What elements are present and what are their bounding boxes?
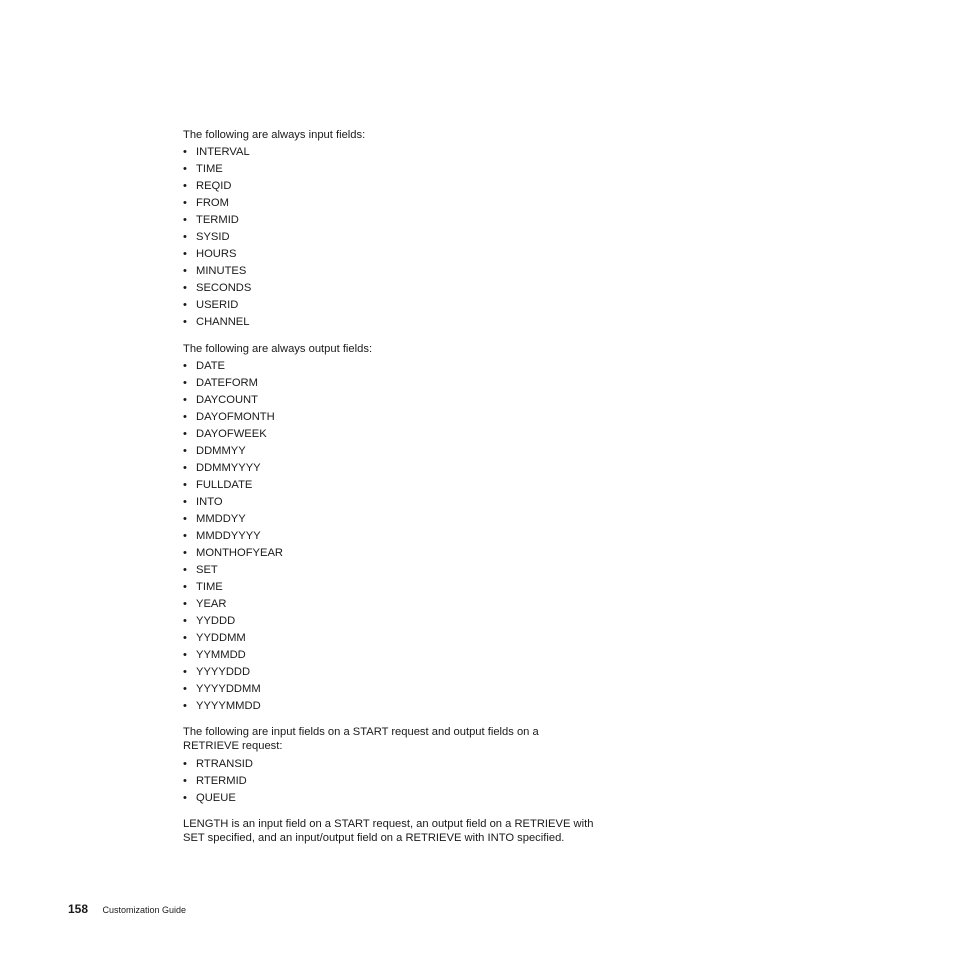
list-item: • YYDDD: [183, 613, 623, 630]
list-item: • DDMMYY: [183, 443, 623, 460]
list-item: • INTO: [183, 494, 623, 511]
bullet-icon: •: [183, 265, 187, 277]
bullet-icon: •: [183, 700, 187, 712]
bullet-icon: •: [183, 299, 187, 311]
start-retrieve-intro: The following are input fields on a START request and output fields on a RETRIEVE request:: [183, 726, 539, 752]
bullet-icon: •: [183, 445, 187, 457]
bullet-icon: •: [183, 377, 187, 389]
list-item: • REQID: [183, 178, 623, 195]
list-item: • SECONDS: [183, 280, 623, 297]
bullet-icon: •: [183, 394, 187, 406]
bullet-icon: •: [183, 632, 187, 644]
list-item: • YYYYDDMM: [183, 681, 623, 698]
length-paragraph: LENGTH is an input field on a START request, an output field on a RETRIEVE with SET specified, and an input/output field on a RETRIEVE with INTO specified.: [183, 818, 594, 844]
bullet-icon: •: [183, 197, 187, 209]
list-item: • DAYCOUNT: [183, 392, 623, 409]
bullet-icon: •: [183, 683, 187, 695]
bullet-icon: •: [183, 530, 187, 542]
bullet-icon: •: [183, 581, 187, 593]
list-item: • DATEFORM: [183, 375, 623, 392]
bullet-icon: •: [183, 496, 187, 508]
list-item: • INTERVAL: [183, 144, 623, 161]
page-content: [183, 127, 623, 845]
bullet-icon: •: [183, 360, 187, 372]
list-item: • MMDDYYYY: [183, 528, 623, 545]
list-item: • FULLDATE: [183, 477, 623, 494]
bullet-icon: •: [183, 598, 187, 610]
list-item: • MONTHOFYEAR: [183, 545, 623, 562]
list-item: • DAYOFWEEK: [183, 426, 623, 443]
bullet-icon: •: [183, 231, 187, 243]
list-item: • TERMID: [183, 212, 623, 229]
list-item: • YEAR: [183, 596, 623, 613]
bullet-icon: •: [183, 792, 187, 804]
list-item: • HOURS: [183, 246, 623, 263]
list-item: • DATE: [183, 358, 623, 375]
list-item: • RTERMID: [183, 773, 623, 790]
list-item: • USERID: [183, 297, 623, 314]
list-item: • MINUTES: [183, 263, 623, 280]
bullet-icon: •: [183, 428, 187, 440]
list-item: • DAYOFMONTH: [183, 409, 623, 426]
book-title: Customization Guide: [102, 905, 187, 915]
bullet-icon: •: [183, 146, 187, 158]
list-item: • CHANNEL: [183, 314, 623, 331]
list-item: • TIME: [183, 161, 623, 178]
list-item: • RTRANSID: [183, 756, 623, 773]
bullet-icon: •: [183, 248, 187, 260]
list-item: • QUEUE: [183, 790, 623, 807]
bullet-icon: •: [183, 666, 187, 678]
list-item: • YYMMDD: [183, 647, 623, 664]
input-fields-intro: The following are always input fields:: [183, 129, 366, 141]
list-item: • SYSID: [183, 229, 623, 246]
bullet-icon: •: [183, 180, 187, 192]
bullet-icon: •: [183, 564, 187, 576]
list-item: • TIME: [183, 579, 623, 596]
bullet-icon: •: [183, 758, 187, 770]
list-item: • DDMMYYYY: [183, 460, 623, 477]
list-item: • YYYYDDD: [183, 664, 623, 681]
spacer: [183, 807, 623, 817]
bullet-icon: •: [183, 513, 187, 525]
page-number: 158: [68, 902, 89, 916]
bullet-icon: •: [183, 316, 187, 328]
list-item: • MMDDYY: [183, 511, 623, 528]
list-item: • SET: [183, 562, 623, 579]
spacer: [183, 331, 623, 341]
bullet-icon: •: [183, 615, 187, 627]
list-item: • YYYYMMDD: [183, 698, 623, 715]
bullet-icon: •: [183, 411, 187, 423]
page-footer: [68, 900, 186, 918]
input-fields-list: [183, 144, 623, 331]
list-item: • FROM: [183, 195, 623, 212]
spacer: [183, 715, 623, 725]
bullet-icon: •: [183, 163, 187, 175]
bullet-icon: •: [183, 649, 187, 661]
bullet-icon: •: [183, 214, 187, 226]
output-fields-intro: The following are always output fields:: [183, 343, 373, 355]
bullet-icon: •: [183, 282, 187, 294]
list-item: • YYDDMM: [183, 630, 623, 647]
bullet-icon: •: [183, 547, 187, 559]
bullet-icon: •: [183, 462, 187, 474]
output-fields-list: [183, 358, 623, 715]
bullet-icon: •: [183, 775, 187, 787]
start-retrieve-list: [183, 756, 623, 807]
bullet-icon: •: [183, 479, 187, 491]
